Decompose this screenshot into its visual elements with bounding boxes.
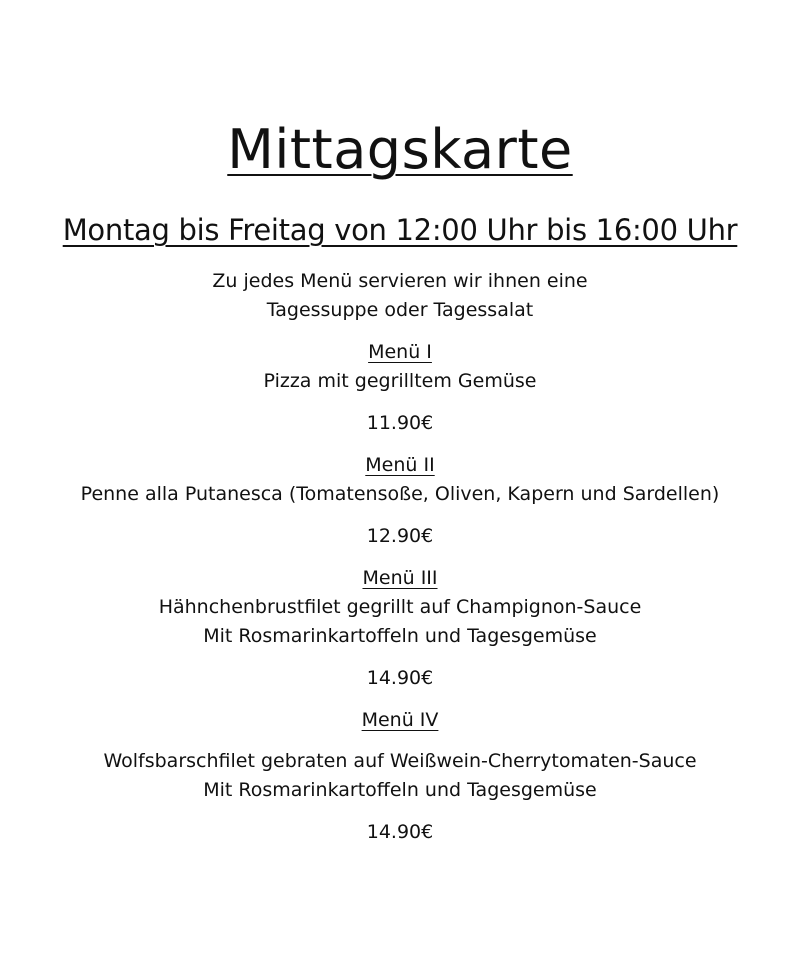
menu-1-description: Pizza mit gegrilltem Gemüse <box>263 370 537 392</box>
menu-2-price: 12.90€ <box>366 525 434 547</box>
menu-4-description-line-1: Wolfsbarschfilet gebraten auf Weißwein-Cherrytomaten-Sauce <box>103 750 697 772</box>
subtitle-text: Montag bis Freitag von 12:00 Uhr bis 16:00 Uhr <box>62 213 738 247</box>
menu-4-heading-text: Menü IV <box>361 709 439 731</box>
page-title <box>0 118 800 182</box>
menu-3-price: 14.90€ <box>366 667 434 689</box>
menu-2-heading <box>0 452 800 478</box>
menu-1-heading-text: Menü I <box>368 341 432 363</box>
menu-4-price: 14.90€ <box>366 821 434 843</box>
menu-3-description-line-1: Hähnchenbrustfilet gegrillt auf Champignon-Sauce <box>158 596 642 618</box>
menu-4-heading <box>0 707 800 733</box>
intro-line-1: Zu jedes Menü servieren wir ihnen eine <box>212 270 588 292</box>
menu-3-heading <box>0 565 800 591</box>
menu-3-heading-text: Menü III <box>362 567 438 589</box>
title-text: Mittagskarte <box>227 118 573 181</box>
menu-1-heading <box>0 339 800 365</box>
intro-line-2: Tagessuppe oder Tagessalat <box>266 299 534 321</box>
menu-2-heading-text: Menü II <box>365 454 435 476</box>
menu-3-description-line-2: Mit Rosmarinkartoffeln und Tagesgemüse <box>203 625 597 647</box>
menu-2-description: Penne alla Putanesca (Tomatensoße, Oliven, Kapern und Sardellen) <box>80 483 720 505</box>
opening-hours-subtitle <box>0 210 800 250</box>
menu-1-price: 11.90€ <box>366 412 434 434</box>
menu-4-description-line-2: Mit Rosmarinkartoffeln und Tagesgemüse <box>203 779 597 801</box>
